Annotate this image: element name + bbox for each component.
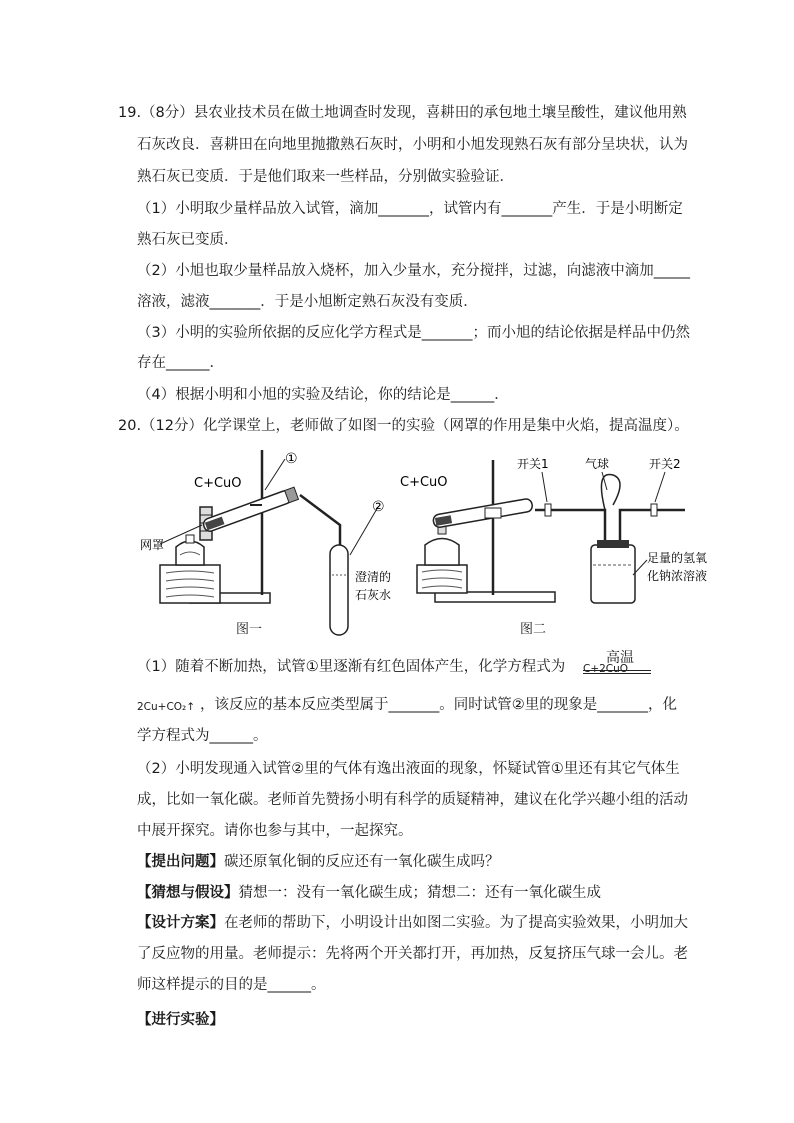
fig2-naoh-label-1: 足量的氢氧 <box>647 551 708 565</box>
q19-line3: 熟石灰已变质．于是他们取来一些样品，分别做实验验证． <box>137 169 514 185</box>
q20-line1: 20.（12分）化学课堂上，老师做了如图一的实验（网罩的作用是集中火焰，提高温度）。 <box>118 418 689 434</box>
fig2-balloon-label: 气球 <box>585 457 610 471</box>
switch-2 <box>651 504 657 516</box>
section-design-heading: 【设计方案】 <box>137 915 224 931</box>
section-design <box>137 913 688 933</box>
gas-washing-bottle <box>591 545 635 603</box>
section-design-line3: 师这样提示的目的是______。 <box>137 977 326 993</box>
q19-part2-line2: 溶液，滤液_______．于是小旭断定熟石灰没有变质． <box>137 294 478 310</box>
alcohol-lamp <box>176 541 204 565</box>
q19-part3-line1: （3）小明的实验所依据的反应化学方程式是_______；而小旭的结论依据是样品中仍然 <box>137 325 690 341</box>
figure-2-apparatus <box>395 450 708 640</box>
fig2-switch2-label: 开关2 <box>649 457 681 471</box>
q19-part3-line2: 存在______． <box>137 355 224 371</box>
q19-part2-line1: （2）小旭也取少量样品放入烧杯，加入少量水，充分搅拌，过滤，向滤液中滴加_____ <box>137 263 690 279</box>
q20-part2-line2: 成，比如一氧化碳。老师首先赞扬小明有科学的质疑精神，建议在化学兴趣小组的活动 <box>137 792 688 808</box>
equation-condition: 高温 <box>606 650 634 666</box>
q20-part2-line3: 中展开探究。请你也参与其中，一起探究。 <box>137 823 413 839</box>
figure-1-apparatus <box>140 445 392 645</box>
section-design-text: 在老师的帮助下，小明设计出如图二实验。为了提高实验效果，小明加大 <box>224 915 688 931</box>
q20-part1-line3: 学方程式为______。 <box>137 728 268 744</box>
section-hypothesis <box>137 883 601 903</box>
figure-1-caption: 图一 <box>236 622 263 637</box>
section-experiment-heading: 【进行实验】 <box>137 1012 224 1028</box>
fig1-reactant-label: C+CuO <box>194 476 242 491</box>
q20-part1-line2: ，该反应的基本反应类型属于_______。同时试管②里的现象是_______，化 <box>200 697 677 713</box>
figure-2-caption: 图二 <box>520 622 547 637</box>
fig1-limewater-label-2: 石灰水 <box>355 588 392 602</box>
fig2-switch1-label: 开关1 <box>517 457 549 471</box>
q19-line2: 石灰改良．喜耕田在向地里抛撒熟石灰时，小明和小旭发现熟石灰有部分呈块状，认为 <box>137 137 688 153</box>
fig1-num1-label: ① <box>285 451 298 467</box>
equation-left: C+2CuO <box>583 663 629 675</box>
section-hypothesis-heading: 【猜想与假设】 <box>137 885 239 901</box>
fig2-naoh-label-2: 化钠浓溶液 <box>647 569 708 583</box>
section-raise-question-text: 碳还原氧化铜的反应还有一氧化碳生成吗？ <box>224 854 500 870</box>
test-tube-2 <box>330 545 348 635</box>
alcohol-lamp-2 <box>425 539 459 566</box>
q20-part1-line1: （1）随着不断加热，试管①里逐渐有红色固体产生，化学方程式为 <box>137 659 566 675</box>
fig1-mesh-label: 网罩 <box>140 538 165 552</box>
q19-part1-line2: 熟石灰已变质． <box>137 232 239 248</box>
section-hypothesis-text: 猜想一：没有一氧化碳生成；猜想二：还有一氧化碳生成 <box>238 885 601 901</box>
fig1-limewater-label-1: 澄清的 <box>355 570 392 584</box>
equation-bar-bottom <box>583 673 651 674</box>
section-raise-question <box>137 852 500 872</box>
fig1-num2-label: ② <box>372 499 385 515</box>
switch-1 <box>545 504 551 516</box>
q19-part1-line1: （1）小明取少量样品放入试管，滴加_______，试管内有_______产生．于是小明断定 <box>137 201 683 217</box>
q19-line1: 19.（8分）县农业技术员在做土地调查时发现，喜耕田的承包地土壤呈酸性，建议他用熟 <box>118 105 687 121</box>
fig2-reactant-label: C+CuO <box>400 475 448 490</box>
section-raise-question-heading: 【提出问题】 <box>137 854 224 870</box>
equation-bar-top <box>583 670 651 671</box>
q19-part4: （4）根据小明和小旭的实验及结论，你的结论是______． <box>137 387 509 403</box>
equation-right: 2Cu+CO₂↑ <box>137 701 196 713</box>
q20-part2-line1: （2）小明发现通入试管②里的气体有逸出液面的现象，怀疑试管①里还有其它气体生 <box>137 761 680 777</box>
wood-block-2 <box>417 565 467 593</box>
section-design-line2: 了反应物的用量。老师提示：先将两个开关都打开，再加热，反复挤压气球一会儿。老 <box>137 946 688 962</box>
